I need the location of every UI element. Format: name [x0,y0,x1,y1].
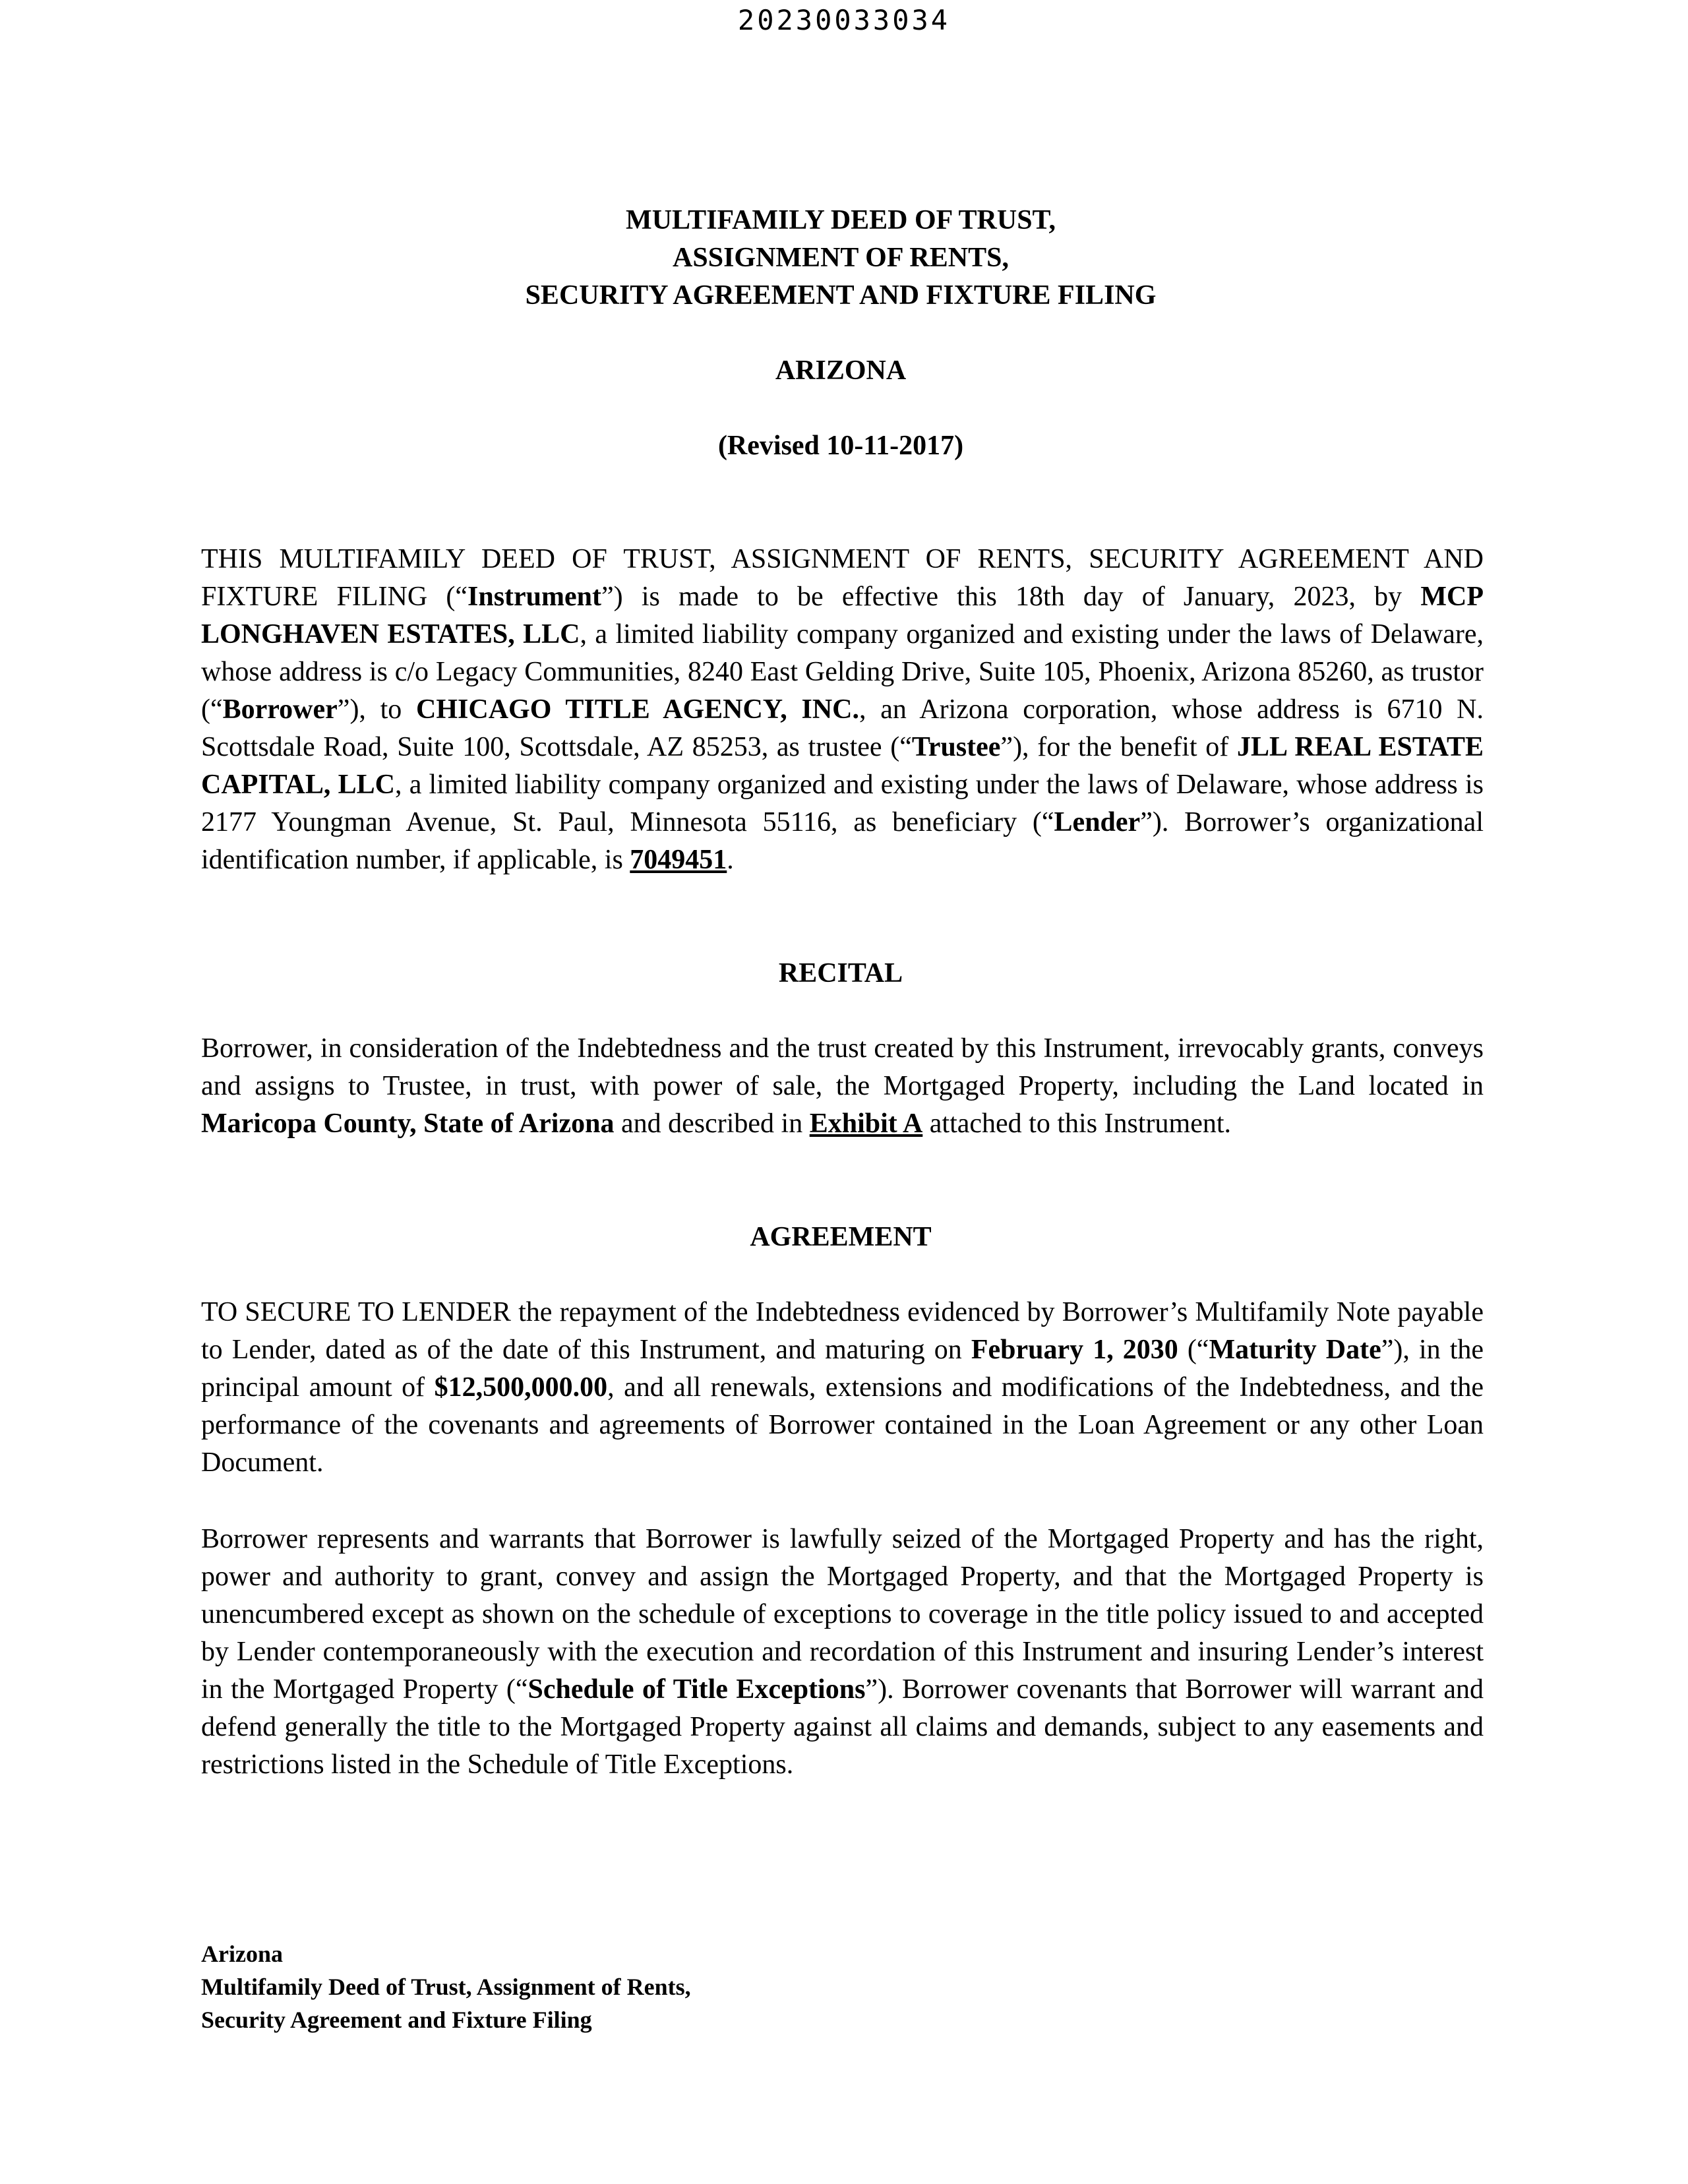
agreement-heading: AGREEMENT [750,1222,932,1252]
borrower-name: MCP LONGHAVEN ESTATES, LLC [201,582,1484,650]
lender-name: JLL REAL ESTATE CAPITAL, LLC [201,732,1484,800]
defined-term-maturity-date: Maturity Date [1209,1335,1381,1365]
state-heading: ARIZONA [775,355,907,386]
property-location: Maricopa County, State of Arizona [201,1108,615,1139]
title-line-3: SECURITY AGREEMENT AND FIXTURE FILING [525,280,1157,311]
organizational-id-number: 7049451 [630,845,727,875]
recital-heading: RECITAL [778,958,903,988]
page-footer [201,1937,691,2036]
document-title [198,202,1484,315]
title-line-1: MULTIFAMILY DEED OF TRUST, [626,205,1056,235]
recital-paragraph: Borrower, in consideration of the Indebtedness and the trust created by this Instrument, irrevocably grants, conveys and assigns to Trustee, in trust, with power of sale, the Mortgaged Property, including the Land located in Maricopa County, State of Arizona and described in Exhibit A attached to this Instrument. [201,1033,1484,1139]
footer-line-2: Multifamily Deed of Trust, Assignment of Rents, [201,1974,691,2000]
footer-line-3: Security Agreement and Fixture Filing [201,2007,592,2033]
defined-term-lender: Lender [1054,807,1141,837]
exhibit-a-reference: Exhibit A [809,1108,923,1139]
principal-amount: $12,500,000.00 [434,1372,608,1403]
defined-term-borrower: Borrower [222,694,338,725]
recording-number: 20230033034 [737,4,951,36]
title-line-2: ASSIGNMENT OF RENTS, [673,243,1009,273]
agreement-paragraph-1: TO SECURE TO LENDER the repayment of the Indebtedness evidenced by Borrower’s Multifamily Note payable to Lender, dated as of the date of this Instrument, and maturing on February 1, 2030 (“Maturity Date”), in the principal amount of $12,500,000.00, and all renewals, extensions and modifications of the Indebtedness, and the performance of the covenants and agreements of Borrower contained in the Loan Agreement or any other Loan Document. [201,1297,1484,1478]
maturity-date-value: February 1, 2030 [971,1335,1178,1365]
defined-term-instrument: Instrument [467,582,602,612]
footer-line-1: Arizona [201,1941,283,1967]
revised-date: (Revised 10-11-2017) [717,431,964,461]
trustee-name: CHICAGO TITLE AGENCY, INC. [416,694,859,725]
intro-paragraph: THIS MULTIFAMILY DEED OF TRUST, ASSIGNMENT OF RENTS, SECURITY AGREEMENT AND FIXTURE FILING (“Instrument”) is made to be effective this 18th day of January, 2023, by MCP LONGHAVEN ESTATES, LLC, a limited liability company organized and existing under the laws of Delaware, whose address is c/o Legacy Communities, 8240 East Gelding Drive, Suite 105, Phoenix, Arizona 85260, as trustor (“Borrower”), to CHICAGO TITLE AGENCY, INC., an Arizona corporation, whose address is 6710 N. Scottsdale Road, Suite 100, Scottsdale, AZ 85253, as trustee (“Trustee”), for the benefit of JLL REAL ESTATE CAPITAL, LLC, a limited liability company organized and existing under the laws of Delaware, whose address is 2177 Youngman Avenue, St. Paul, Minnesota 55116, as beneficiary (“Lender”). Borrower’s organizational identification number, if applicable, is 7049451. [201,544,1484,875]
defined-term-trustee: Trustee [911,732,1001,762]
defined-term-schedule-of-title-exceptions: Schedule of Title Exceptions [528,1674,866,1705]
agreement-paragraph-2: Borrower represents and warrants that Borrower is lawfully seized of the Mortgaged Property and has the right, power and authority to grant, convey and assign the Mortgaged Property, and that the Mortgaged Property is unencumbered except as shown on the schedule of exceptions to coverage in the title policy issued to and accepted by Lender contemporaneously with the execution and recordation of this Instrument and insuring Lender’s interest in the Mortgaged Property (“Schedule of Title Exceptions”). Borrower covenants that Borrower will warrant and defend generally the title to the Mortgaged Property against all claims and demands, subject to any easements and restrictions listed in the Schedule of Title Exceptions. [201,1524,1484,1780]
